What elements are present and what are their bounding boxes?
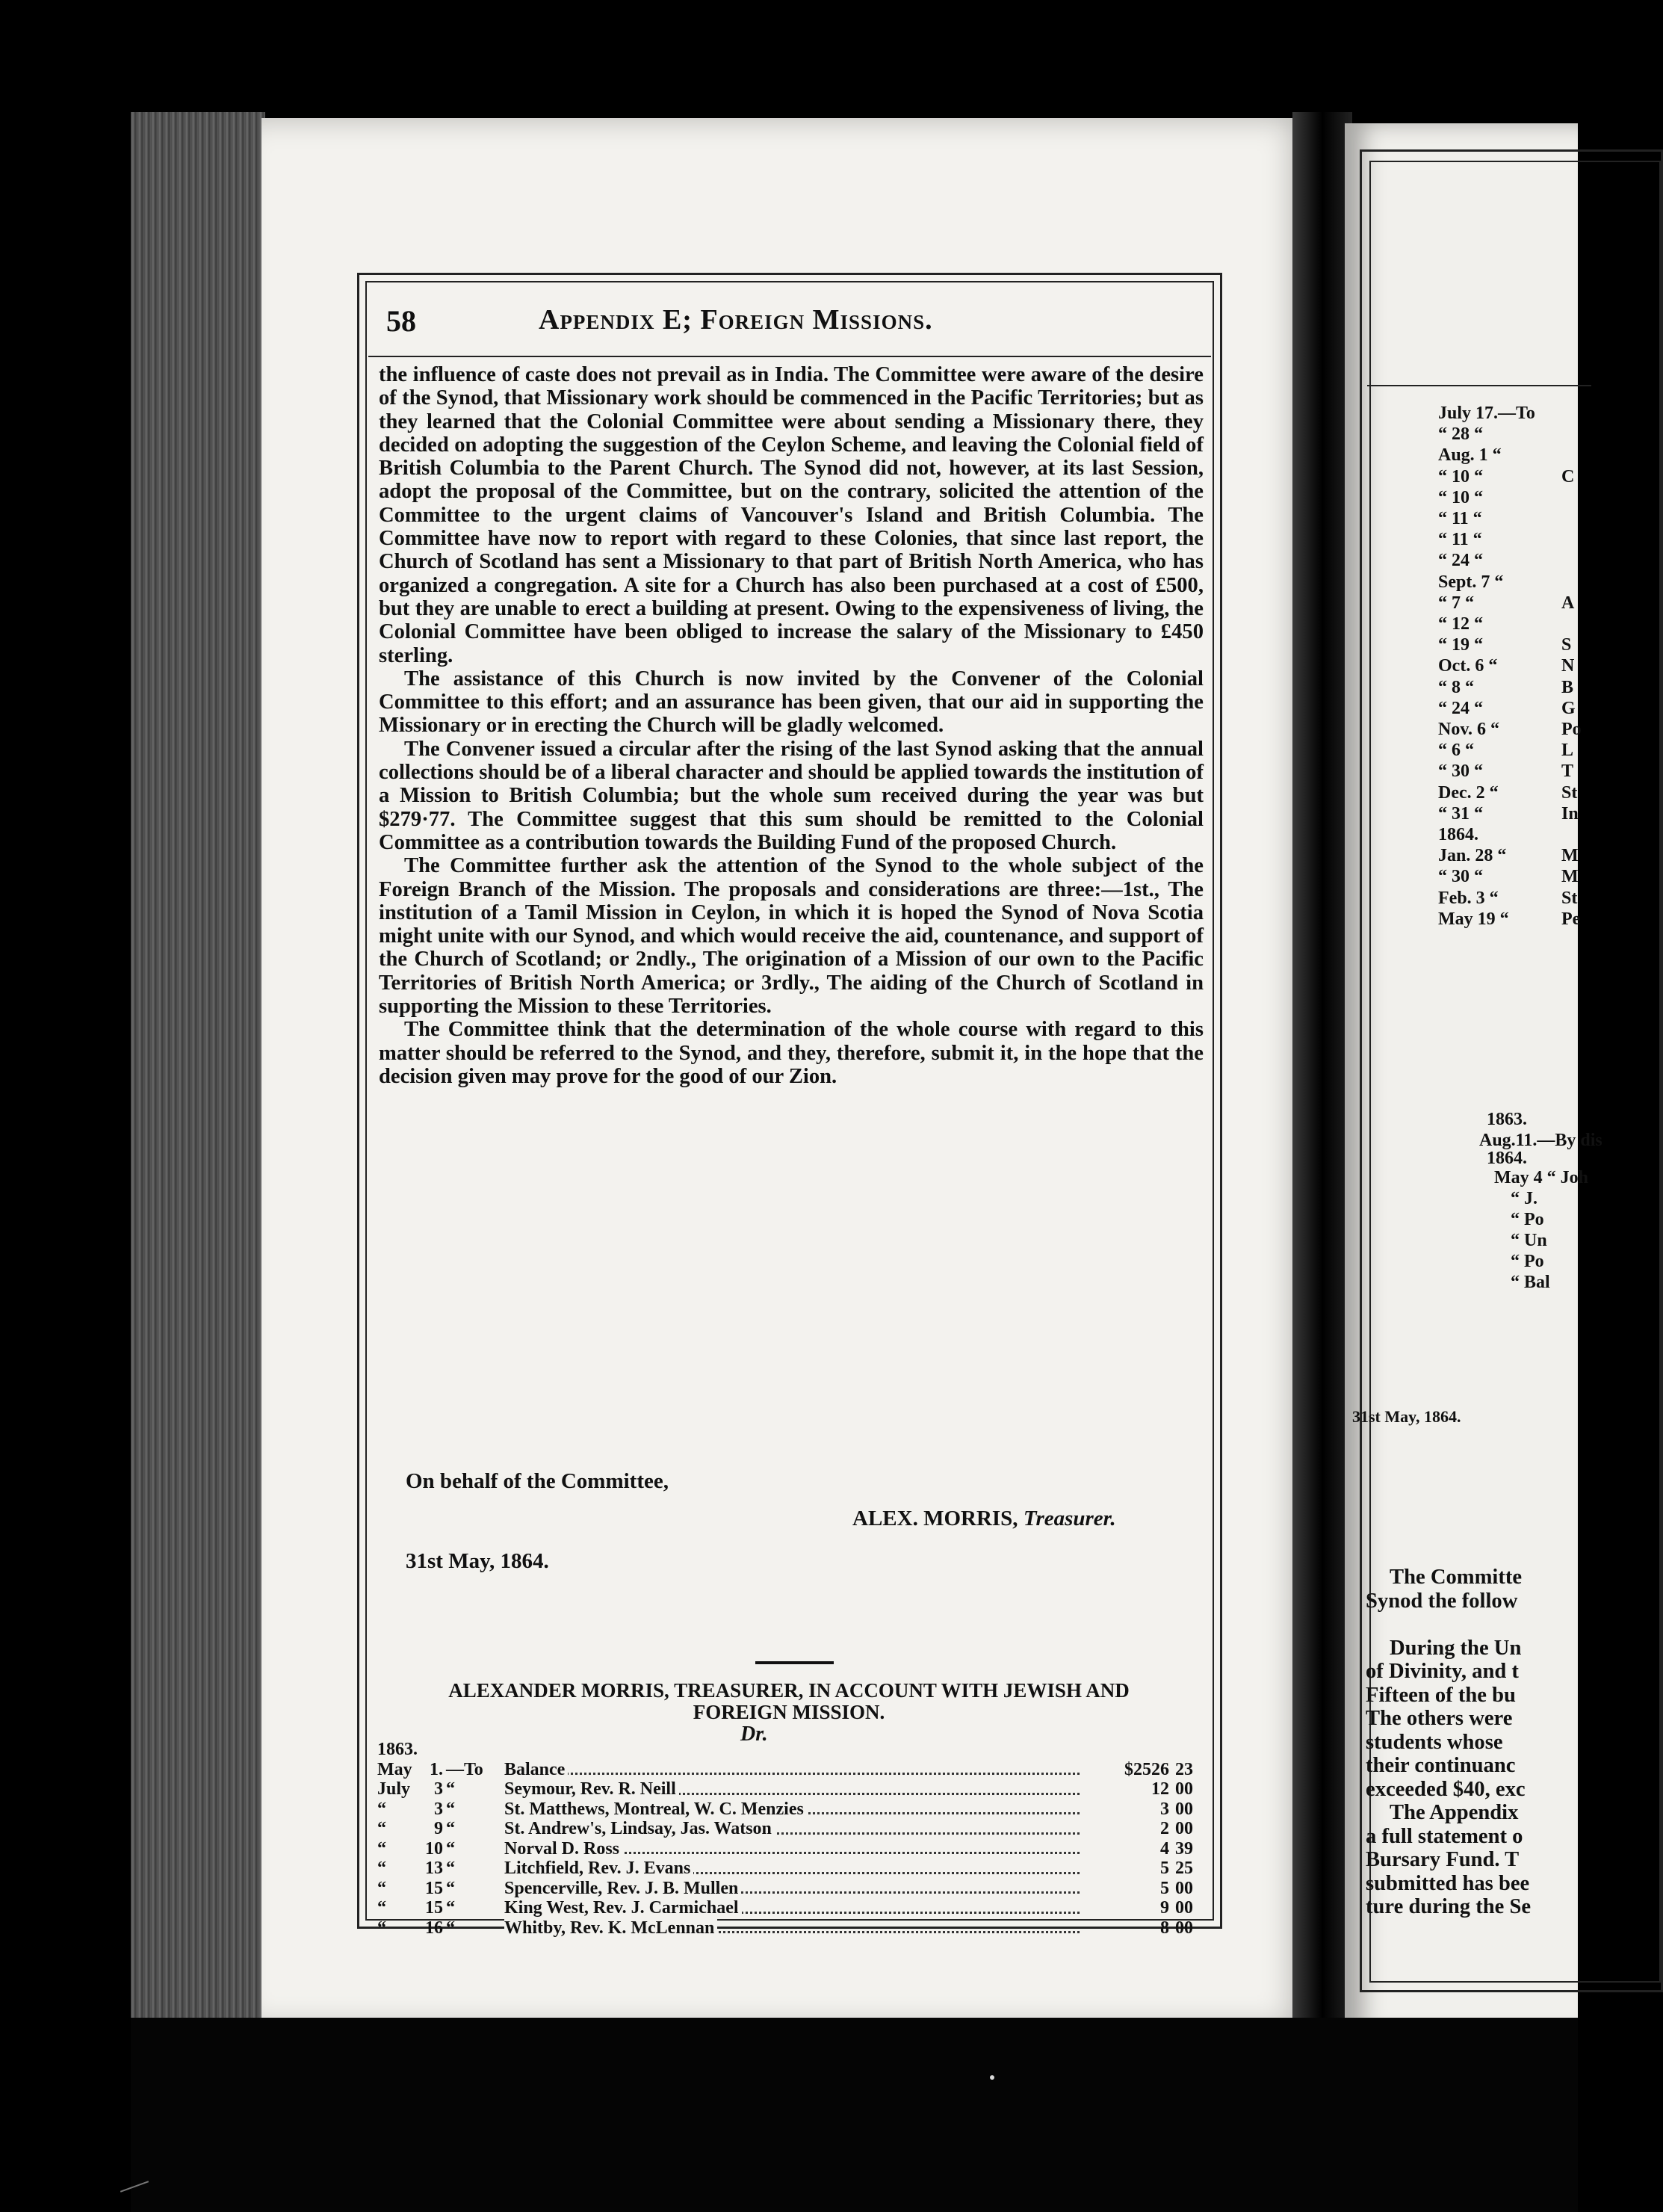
ledger-description — [504, 1839, 1080, 1859]
right-ledger-line: Aug. 1 “ — [1438, 445, 1502, 466]
ledger-cents: 00 — [1175, 1878, 1193, 1898]
on-behalf-line: On behalf of the Committee, — [406, 1469, 669, 1493]
right-cr-line: “ Bal — [1511, 1273, 1550, 1292]
right-ledger-initial: B — [1561, 677, 1574, 697]
paragraph: The Convener issued a circular after the rising of the last Synod asking that the annual collections should be of a liberal character and should be applied towards the institution of a Mission to British Columbia; but the whole sum received during the year was but $279·77. The Committee suggest that this sum should be remitted to the Colonial Committee as a contribution towards the Building Fund of the proposed Church. — [379, 737, 1204, 854]
right-paragraph-line: The others were — [1366, 1707, 1513, 1730]
ledger-row — [377, 1859, 1202, 1879]
right-ledger-line: Jan. 28 “ — [1438, 846, 1507, 866]
ledger-month: May — [377, 1759, 412, 1779]
right-ledger-initial: M — [1561, 846, 1579, 866]
paragraph: The Committee think that the determination of the whole course with regard to this matter should be referred to the Synod, and they, therefore, submit it, in the hope that the decision given may prove for the good of our Zion. — [379, 1018, 1204, 1088]
right-ledger-line: “ 7 “ — [1438, 593, 1474, 613]
right-paragraph-line: submitted has bee — [1366, 1871, 1530, 1895]
right-cr-year: 1863. — [1487, 1110, 1527, 1129]
ledger-to: “ — [446, 1859, 455, 1878]
ledger-month: “ — [377, 1799, 386, 1819]
right-cr-line: “ Po — [1511, 1210, 1544, 1229]
right-paragraph-line: of Divinity, and t — [1366, 1660, 1519, 1683]
ledger-row — [377, 1898, 1202, 1918]
ledger-description — [504, 1799, 1080, 1820]
right-paragraph-line: Synod the follow — [1366, 1589, 1518, 1613]
ledger-dollars: 4 — [1160, 1838, 1169, 1859]
running-head: Appendix E; Foreign Missions. — [539, 304, 933, 336]
right-ledger-line: “ 10 “ — [1438, 466, 1483, 486]
right-ledger-line: July 17.—To — [1438, 404, 1535, 423]
right-ledger-line: “ 30 “ — [1438, 761, 1483, 782]
ledger-description-text: Litchfield, Rev. J. Evans — [504, 1859, 693, 1878]
signatory-role: Treasurer. — [1023, 1507, 1116, 1530]
right-ledger-initial: Po — [1561, 720, 1582, 739]
ledger-year: 1863. — [377, 1740, 418, 1759]
ledger-dollars: 3 — [1160, 1799, 1169, 1819]
ledger-dollars: 5 — [1160, 1878, 1169, 1898]
right-ledger-line: 1864. — [1438, 825, 1478, 844]
ledger-to: “ — [446, 1799, 455, 1819]
right-page — [1345, 123, 1602, 2036]
ledger-row — [377, 1799, 1202, 1820]
right-cr-line: “ J. — [1511, 1189, 1537, 1208]
right-paragraph-line: Bursary Fund. T — [1366, 1848, 1520, 1871]
body-text — [379, 363, 1204, 1088]
right-page-head-rule — [1367, 385, 1591, 386]
ledger-day: 3 — [434, 1779, 443, 1799]
page-number: 58 — [386, 304, 416, 338]
ledger-row — [377, 1839, 1202, 1859]
ledger-description-text: Spencerville, Rev. J. B. Mullen — [504, 1879, 741, 1898]
page-speck — [990, 2075, 994, 2080]
page-frame — [357, 273, 1222, 1938]
ledger-day: 15 — [425, 1898, 443, 1918]
ledger-cents: 00 — [1175, 1779, 1193, 1799]
ledger-day: 16 — [425, 1918, 443, 1938]
right-ledger-initial: St — [1561, 888, 1578, 908]
ledger-rows — [377, 1760, 1202, 1938]
ledger-row — [377, 1819, 1202, 1839]
ledger-to: —To — [446, 1759, 483, 1779]
ledger-description-text: Norval D. Ross — [504, 1839, 622, 1859]
ledger-description-text: St. Matthews, Montreal, W. C. Menzies — [504, 1799, 807, 1819]
ledger-cents: 25 — [1175, 1859, 1193, 1878]
signatory — [852, 1507, 1116, 1531]
right-ledger-line: “ 28 “ — [1438, 424, 1483, 445]
signatory-name: ALEX. MORRIS, — [852, 1507, 1018, 1530]
account-ledger — [377, 1740, 1202, 1938]
paragraph: The assistance of this Church is now invited by the Convener of the Colonial Committee to this effort; and an assurance has been given, that our aid in supporting the Missionary or in erecting the Church will be gladly welcomed. — [379, 667, 1204, 738]
ledger-month: July — [377, 1779, 411, 1799]
right-paragraph-line: During the Un — [1390, 1636, 1522, 1660]
account-title — [374, 1680, 1204, 1723]
right-ledger-line: Sept. 7 “ — [1438, 572, 1504, 592]
head-rule — [368, 356, 1211, 357]
right-ledger-initial: In — [1561, 803, 1579, 824]
ledger-month: “ — [377, 1878, 386, 1898]
right-paragraph-line: Fifteen of the bu — [1366, 1683, 1516, 1707]
right-date: 31st May, 1864. — [1352, 1407, 1461, 1426]
right-ledger-line: “ 12 “ — [1438, 614, 1483, 634]
right-ledger-line: Oct. 6 “ — [1438, 656, 1498, 676]
ledger-dollars: 2 — [1160, 1819, 1169, 1838]
section-separator — [755, 1661, 834, 1664]
right-ledger-line: May 19 “ — [1438, 909, 1509, 929]
ledger-month: “ — [377, 1859, 386, 1878]
ledger-description — [504, 1859, 1080, 1879]
ledger-description-text: King West, Rev. J. Carmichael — [504, 1898, 742, 1918]
ledger-description — [504, 1879, 1080, 1899]
ledger-cents: 39 — [1175, 1838, 1193, 1859]
account-title-line: ALEXANDER MORRIS, TREASURER, IN ACCOUNT WITH JEWISH AND — [448, 1679, 1130, 1702]
ledger-cents: 00 — [1175, 1819, 1193, 1838]
right-ledger-initial: T — [1561, 761, 1574, 782]
right-ledger-line: “ 31 “ — [1438, 803, 1483, 824]
ledger-row — [377, 1879, 1202, 1899]
ledger-dollars: $2526 — [1124, 1759, 1169, 1779]
right-ledger-line: Nov. 6 “ — [1438, 720, 1500, 739]
paragraph: the influence of caste does not prevail as in India. The Committee were aware of the desire of the Synod, that Missionary work should be commenced in the Pacific Territories; but as they learned that the Colonial Committee were about sending a Missionary there, they decided on adopting the suggestion of the Ceylon Scheme, and leaving the Colonial field of British Columbia to the Parent Church. The Synod did not, however, at its last Session, adopt the proposal of the Committee, but on the contrary, solicited the attention of the Committee to the urgent claims of Vancouver's Island and British Columbia. The Committee have now to report with regard to these Colonies, that since last report, the Church of Scotland has sent a Missionary to that part of British North America, who has organized a congregation. A site for a Church has also been purchased at a cost of £500, but they are unable to erect a building at present. Owing to the expensiveness of living, the Colonial Committee have been obliged to increase the salary of the Missionary to £450 sterling. — [379, 363, 1204, 667]
ledger-to: “ — [446, 1918, 455, 1938]
ledger-day: 1. — [430, 1759, 443, 1779]
right-ledger-line: “ 10 “ — [1438, 487, 1483, 507]
ledger-to: “ — [446, 1878, 455, 1898]
right-ledger-line: “ 6 “ — [1438, 741, 1474, 761]
ledger-row — [377, 1918, 1202, 1938]
right-cr-line: “ Un — [1511, 1231, 1547, 1250]
ledger-cents: 23 — [1175, 1759, 1193, 1779]
ledger-month: “ — [377, 1898, 386, 1918]
right-ledger-line: “ 24 “ — [1438, 551, 1483, 571]
bottom-shadow — [131, 2018, 1578, 2212]
ledger-day: 10 — [425, 1838, 443, 1859]
right-ledger-line: “ 11 “ — [1438, 509, 1482, 528]
ledger-cents: 00 — [1175, 1799, 1193, 1819]
right-ledger-line: “ 19 “ — [1438, 635, 1483, 655]
paragraph: The Committee further ask the attention of the Synod to the whole subject of the Foreign Branch of the Mission. The proposals and considerations are three:—1st., The institution of a Tamil Mission in Ceylon, in which it is hoped the Synod of Nova Scotia might unite with our Synod, and which would receive the aid, countenance, and support of the Church of Scotland; or 2ndly., The origination of a Mission of our own to the Pacific Territories of British North America; or 3rdly., The aiding of the Church of Scotland in supporting the Mission to these Territories. — [379, 854, 1204, 1019]
ledger-month: “ — [377, 1838, 386, 1859]
right-ledger-initial: N — [1561, 656, 1575, 676]
right-ledger-line: Feb. 3 “ — [1438, 888, 1499, 908]
right-paragraph-line: The Committe — [1390, 1566, 1523, 1589]
ledger-day: 15 — [425, 1878, 443, 1898]
ledger-description — [504, 1898, 1080, 1918]
right-ledger-initial: St — [1561, 782, 1578, 803]
ledger-dollars: 12 — [1151, 1779, 1169, 1799]
ledger-day: 13 — [425, 1859, 443, 1878]
right-cr-line: Aug.11.—By dis — [1479, 1131, 1602, 1150]
signoff-date: 31st May, 1864. — [406, 1549, 549, 1573]
right-ledger-line: Dec. 2 “ — [1438, 782, 1499, 803]
ledger-to: “ — [446, 1898, 455, 1918]
ledger-month: “ — [377, 1819, 386, 1838]
ledger-day: 3 — [434, 1799, 443, 1819]
right-ledger-line: “ 30 “ — [1438, 867, 1483, 887]
right-cr-year2: 1864. — [1487, 1149, 1527, 1168]
right-paragraph-line: a full statement o — [1366, 1824, 1523, 1848]
ledger-cents: 00 — [1175, 1918, 1193, 1938]
right-ledger-line: “ 11 “ — [1438, 530, 1482, 550]
right-paragraph-line: students whose — [1366, 1730, 1503, 1754]
right-ledger-initial: C — [1561, 466, 1575, 486]
account-title-line: FOREIGN MISSION. — [693, 1701, 885, 1723]
ledger-dollars: 5 — [1160, 1859, 1169, 1878]
debit-heading: Dr. — [740, 1723, 768, 1746]
ledger-to: “ — [446, 1819, 455, 1838]
right-ledger-initial: Pe — [1561, 909, 1581, 929]
ledger-dollars: 8 — [1160, 1918, 1169, 1938]
right-paragraph-line: exceeded $40, exc — [1366, 1777, 1526, 1801]
ledger-month: “ — [377, 1918, 386, 1938]
ledger-cents: 00 — [1175, 1898, 1193, 1918]
book-edge — [131, 112, 265, 2033]
ledger-description-text: Balance — [504, 1760, 568, 1779]
right-paragraph-line: The Appendix — [1390, 1801, 1519, 1824]
ledger-description-text: St. Andrew's, Lindsay, Jas. Watson — [504, 1819, 775, 1838]
ledger-to: “ — [446, 1779, 455, 1799]
right-ledger-initial: S — [1561, 635, 1572, 655]
ledger-row — [377, 1760, 1202, 1780]
right-paragraph-line: their continuanc — [1366, 1754, 1516, 1777]
ledger-description-text: Seymour, Rev. R. Neill — [504, 1779, 679, 1799]
right-paragraph-line: ture during the Se — [1366, 1895, 1532, 1918]
ledger-description — [504, 1918, 1080, 1938]
ledger-description — [504, 1760, 1080, 1780]
right-cr-line: “ Po — [1511, 1252, 1544, 1271]
ledger-description-text: Whitby, Rev. K. McLennan — [504, 1918, 717, 1938]
right-ledger-line: “ 24 “ — [1438, 698, 1483, 718]
right-ledger-initial: A — [1561, 593, 1575, 613]
ledger-dollars: 9 — [1160, 1898, 1169, 1918]
ledger-description — [504, 1779, 1080, 1799]
right-ledger-initial: L — [1561, 741, 1574, 761]
right-cr-line: May 4 “ Joh — [1494, 1168, 1588, 1187]
book-gutter — [1292, 112, 1352, 2055]
ledger-to: “ — [446, 1838, 455, 1859]
ledger-year-row — [377, 1740, 1202, 1760]
ledger-row — [377, 1779, 1202, 1799]
right-ledger-initial: G — [1561, 698, 1576, 718]
right-ledger-initial: M — [1561, 867, 1579, 887]
ledger-day: 9 — [434, 1819, 443, 1838]
right-ledger-line: “ 8 “ — [1438, 677, 1474, 697]
ledger-description — [504, 1819, 1080, 1839]
